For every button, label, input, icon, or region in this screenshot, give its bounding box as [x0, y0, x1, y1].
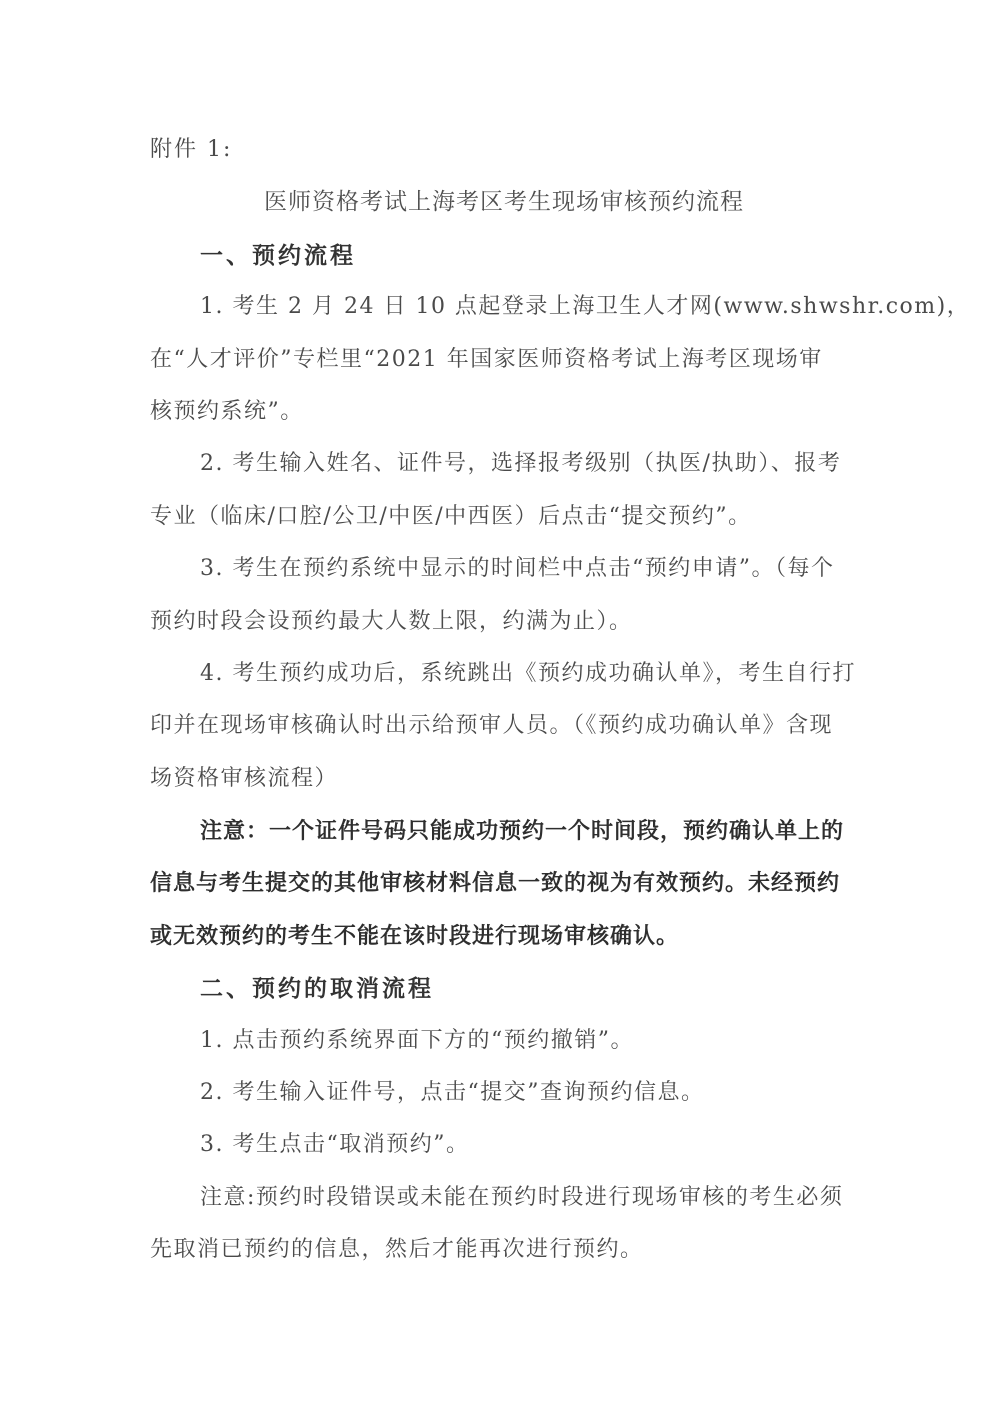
paragraph-line: 1. 点击预约系统界面下方的“预约撤销”。 — [200, 1027, 634, 1053]
paragraph-line: 场资格审核流程） — [150, 765, 339, 791]
note-line: 或无效预约的考生不能在该时段进行现场审核确认。 — [150, 922, 680, 948]
paragraph-line: 专业（临床/口腔/公卫/中医/中西医）后点击“提交预约”。 — [150, 503, 752, 529]
document-content — [150, 124, 971, 1277]
paragraph-line: 核预约系统”。 — [150, 398, 304, 424]
paragraph-line: 1. 考生 2 月 24 日 10 点起登录上海卫生人才网(www.shwshr.com)， — [200, 294, 971, 320]
paragraph-line: 4. 考生预约成功后，系统跳出《预约成功确认单》，考生自行打 — [200, 660, 856, 686]
paragraph-line: 注意:预约时段错误或未能在预约时段进行现场审核的考生必须 — [200, 1184, 844, 1210]
paragraph-line: 在“人才评价”专栏里“2021 年国家医师资格考试上海考区现场审 — [150, 346, 823, 372]
note-line: 注意：一个证件号码只能成功预约一个时间段，预约确认单上的 — [200, 818, 845, 844]
section-heading: 一、预约流程 — [200, 241, 356, 268]
note-line: 信息与考生提交的其他审核材料信息一致的视为有效预约。未经预约 — [150, 870, 841, 896]
attachment-label: 附件 1: — [150, 137, 233, 162]
paragraph-line: 预约时段会设预约最大人数上限，约满为止）。 — [150, 608, 633, 634]
paragraph-line: 先取消已预约的信息，然后才能再次进行预约。 — [150, 1237, 644, 1263]
document-title: 医师资格考试上海考区考生现场审核预约流程 — [264, 189, 744, 216]
paragraph-line: 3. 考生点击“取消预约”。 — [200, 1132, 470, 1158]
paragraph-line: 3. 考生在预约系统中显示的时间栏中点击“预约申请”。（每个 — [200, 556, 835, 582]
paragraph-line: 印并在现场审核确认时出示给预审人员。（《预约成功确认单》含现 — [150, 713, 834, 739]
section-heading: 二、预约的取消流程 — [200, 975, 434, 1002]
paragraph-line: 2. 考生输入证件号，点击“提交”查询预约信息。 — [200, 1080, 705, 1106]
paragraph-line: 2. 考生输入姓名、证件号，选择报考级别（执医/执助）、报考 — [200, 451, 842, 477]
